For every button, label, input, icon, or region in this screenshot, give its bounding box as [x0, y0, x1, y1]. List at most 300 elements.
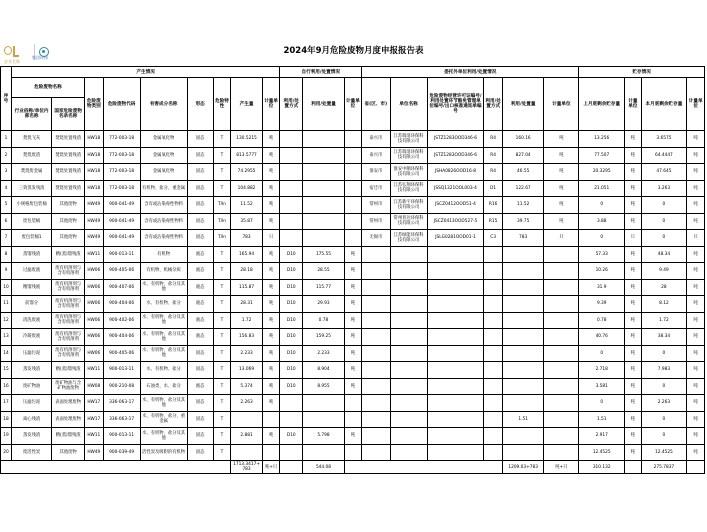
cell-produce-qty: 783	[231, 230, 263, 247]
cell-entrust-unit	[544, 296, 579, 313]
cell-property: T	[213, 263, 230, 280]
cell-produce-unit: 吨	[262, 147, 279, 164]
cell-entrust-unit	[544, 444, 579, 461]
cell-form: 固态	[187, 345, 213, 362]
header-entrust-method: 利用/处置方式	[484, 78, 503, 131]
cell-national-name: 废有机溶剂与含有机溶剂	[52, 263, 85, 280]
cell-harmful: 含有或沾染毒性物料	[140, 213, 187, 230]
cell-province	[362, 263, 390, 280]
cell-self-method	[280, 230, 303, 247]
header-harmful: 有害成分名称	[140, 78, 187, 131]
cell-industry-name: 压滤污泥	[11, 345, 51, 362]
cell-industry-name: 废活性炭	[11, 444, 51, 461]
cell-province: 无锡市	[362, 230, 390, 247]
cell-company	[390, 395, 427, 412]
cell-category: HW18	[85, 147, 104, 164]
table-row	[1, 345, 705, 362]
cell-self-unit	[344, 444, 361, 461]
cell-prev-unit: 吨	[625, 197, 641, 214]
report-title: 2024年9月危险废物月度申报报告表	[283, 46, 424, 56]
cell-property: T	[213, 147, 230, 164]
cell-prev-unit: 吨	[625, 180, 641, 197]
cell-seq: 2	[1, 147, 12, 164]
cell-prev-stock: 57.33	[579, 246, 625, 263]
cell-license	[427, 296, 484, 313]
cell-industry-name: 焚烧飞灰	[11, 131, 51, 148]
cell-self-unit: 吨	[344, 428, 361, 445]
cell-code: 336-063-17	[103, 395, 140, 412]
cell-entrust-unit: 吨	[544, 197, 579, 214]
cell-produce-unit	[262, 411, 279, 428]
cell-entrust-unit	[544, 246, 579, 263]
cell-entrust-qty	[502, 362, 543, 379]
cell-seq: 20	[1, 444, 12, 461]
cell-national-name: 焚烧处置残渣	[52, 180, 85, 197]
cell-property: T	[213, 345, 230, 362]
cell-self-unit	[344, 230, 361, 247]
cell-entrust-qty	[502, 263, 543, 280]
cell-prev-unit: 吨	[625, 279, 641, 296]
cell-produce-qty: 5.374	[231, 378, 263, 395]
cell-entrust-unit	[544, 428, 579, 445]
cell-national-name: 废有机溶剂与含有机溶剂	[52, 345, 85, 362]
cell-entrust-method	[484, 395, 503, 412]
cell-self-method	[280, 395, 303, 412]
cell-license: JSHA0826OOD16-8	[427, 164, 484, 181]
cell-industry-name: 过滤废液	[11, 263, 51, 280]
cell-property: T	[213, 411, 230, 428]
cell-form: 液态	[187, 329, 213, 346]
header-self-method: 利用/处置方式	[280, 78, 303, 131]
header-self-qty: 利用/处置量	[303, 78, 344, 131]
cell-entrust-method	[484, 263, 503, 280]
cell-produce-qty	[231, 411, 263, 428]
cell-self-method: D10	[280, 279, 303, 296]
cell-harmful: 水、有机物、盐分及其他	[140, 428, 187, 445]
cell-this-stock: 47.645	[641, 164, 687, 181]
cell-seq: 18	[1, 411, 12, 428]
cell-prev-unit: 吨	[625, 164, 641, 181]
cell-industry-name: 小规格废包装桶	[11, 197, 51, 214]
cell-code: 900-210-08	[103, 378, 140, 395]
cell-self-qty	[303, 147, 344, 164]
cell-produce-unit: 只	[262, 230, 279, 247]
cell-this-stock: 64.4447	[641, 147, 687, 164]
cell-this-unit: 吨	[687, 147, 705, 164]
cell-industry-name: 三效蒸发残渣	[11, 180, 51, 197]
cell-prev-unit: 吨	[625, 411, 641, 428]
cell-this-unit: 吨	[687, 444, 705, 461]
cell-company: 江苏瑞清环保科技有限公司	[390, 147, 427, 164]
cell-entrust-unit	[544, 395, 579, 412]
cell-produce-unit: 吨	[262, 180, 279, 197]
cell-form: 固态	[187, 147, 213, 164]
cell-entrust-qty	[502, 444, 543, 461]
cell-self-method: D10	[280, 263, 303, 280]
cell-category: HW49	[85, 230, 104, 247]
header-seq: 序号	[1, 67, 12, 131]
cell-self-qty: 2.233	[303, 345, 344, 362]
cell-this-unit: 吨	[687, 131, 705, 148]
cell-self-method: D10	[280, 246, 303, 263]
cell-code: 900-013-11	[103, 428, 140, 445]
cell-seq: 13	[1, 329, 12, 346]
cell-entrust-unit	[544, 312, 579, 329]
cell-harmful: 有机物	[140, 246, 187, 263]
cell-prev-stock: 1.51	[579, 411, 625, 428]
total-self-qty: 544.08	[303, 461, 344, 474]
cell-entrust-unit	[544, 362, 579, 379]
header-self-unit: 计量单位	[344, 78, 361, 131]
cell-harmful: 水、有机物、盐分	[140, 362, 187, 379]
cell-self-method: D10	[280, 362, 303, 379]
cell-prev-stock: 9.39	[579, 296, 625, 313]
cell-seq: 4	[1, 180, 12, 197]
cell-property: T	[213, 296, 230, 313]
cell-seq: 5	[1, 197, 12, 214]
cell-entrust-unit	[544, 411, 579, 428]
header-entrust-qty: 利用/处置量	[502, 78, 543, 131]
cell-category: HW06	[85, 296, 104, 313]
waste-report-table	[0, 66, 705, 474]
table-row	[1, 230, 705, 247]
header-national-name: 国家危险废物名录名称	[52, 98, 85, 131]
cell-category: HW06	[85, 329, 104, 346]
cell-code: 900-404-06	[103, 296, 140, 313]
cell-category: HW17	[85, 411, 104, 428]
cell-company: 江苏绿能环保科技有限公司	[390, 230, 427, 247]
cell-industry-name: 离心残渣	[11, 411, 51, 428]
cell-self-qty	[303, 180, 344, 197]
cell-harmful: 金属氧化物	[140, 131, 187, 148]
table-row	[1, 197, 705, 214]
table-row	[1, 296, 705, 313]
cell-category: HW17	[85, 395, 104, 412]
cell-industry-name: 焚烧废金属	[11, 164, 51, 181]
table-row	[1, 213, 705, 230]
cell-license	[427, 362, 484, 379]
cell-this-stock: 8.12	[641, 296, 687, 313]
cell-license: JSTZ1283OOD346-6	[427, 147, 484, 164]
cell-prev-unit: 吨	[625, 395, 641, 412]
cell-this-stock: 12.4525	[641, 444, 687, 461]
cell-this-stock: 0	[641, 345, 687, 362]
cell-entrust-method: R4	[484, 164, 503, 181]
cell-prev-stock: 40.76	[579, 329, 625, 346]
cell-province	[362, 279, 390, 296]
cell-harmful: 水、有机物、盐分及其他	[140, 395, 187, 412]
cell-harmful: 含有或沾染毒性物料	[140, 230, 187, 247]
cell-entrust-method: C3	[484, 230, 503, 247]
cell-industry-name: 精馏残液	[11, 279, 51, 296]
cell-entrust-method	[484, 329, 503, 346]
cell-code: 772-003-18	[103, 180, 140, 197]
cell-category: HW06	[85, 345, 104, 362]
cell-self-method: D10	[280, 428, 303, 445]
cell-harmful: 金属氧化物	[140, 164, 187, 181]
total-this-stock: 275.7837	[641, 461, 687, 474]
cell-produce-qty: 2.263	[231, 395, 263, 412]
header-prev-stock: 上月底剩余贮存量	[579, 78, 625, 131]
cell-self-qty: 29.93	[303, 296, 344, 313]
cell-harmful: 水、有机物、盐分及其他	[140, 312, 187, 329]
cell-license: JSCZ0413OOD527-5	[427, 213, 484, 230]
cell-this-unit: 吨	[687, 246, 705, 263]
cell-self-qty	[303, 164, 344, 181]
cell-prev-unit: 吨	[625, 378, 641, 395]
cell-entrust-method	[484, 411, 503, 428]
cell-property: T	[213, 279, 230, 296]
cell-code: 336-063-17	[103, 411, 140, 428]
cell-entrust-qty: 46.55	[502, 164, 543, 181]
cell-this-unit: 吨	[687, 312, 705, 329]
cell-company	[390, 411, 427, 428]
cell-entrust-method: R4	[484, 147, 503, 164]
cell-province	[362, 296, 390, 313]
cell-national-name: 废有机溶剂与含有机溶剂	[52, 296, 85, 313]
cell-this-unit: 吨	[687, 329, 705, 346]
cell-this-stock: 0	[641, 428, 687, 445]
cell-self-method	[280, 164, 303, 181]
table-row	[1, 428, 705, 445]
header-self-group: 自行利用/处置情况	[280, 67, 362, 78]
cell-entrust-unit: 吨	[544, 131, 579, 148]
cell-code: 900-041-49	[103, 230, 140, 247]
cell-entrust-method: D1	[484, 180, 503, 197]
cell-license	[427, 444, 484, 461]
cell-produce-qty: 165.94	[231, 246, 263, 263]
cell-self-qty	[303, 444, 344, 461]
header-prev-unit: 计量单位	[625, 78, 641, 131]
cell-province	[362, 345, 390, 362]
cell-license	[427, 345, 484, 362]
cell-code: 900-041-49	[103, 213, 140, 230]
cell-code: 772-003-18	[103, 164, 140, 181]
cell-code: 900-039-49	[103, 444, 140, 461]
cell-company	[390, 279, 427, 296]
cell-license	[427, 395, 484, 412]
cell-prev-unit: 吨	[625, 246, 641, 263]
cell-entrust-unit: 只	[544, 230, 579, 247]
cell-category: HW11	[85, 428, 104, 445]
cell-category: HW11	[85, 246, 104, 263]
cell-self-qty: 8.904	[303, 362, 344, 379]
cell-prev-stock: 2.718	[579, 362, 625, 379]
cell-entrust-qty	[502, 246, 543, 263]
cell-category: HW18	[85, 164, 104, 181]
cell-self-unit	[344, 197, 361, 214]
cell-company	[390, 444, 427, 461]
cell-industry-name: 废包装桶	[11, 213, 51, 230]
table-row	[1, 395, 705, 412]
cell-company: 江苏瑞清环保科技有限公司	[390, 131, 427, 148]
cell-code: 900-404-06	[103, 329, 140, 346]
cell-entrust-qty	[502, 428, 543, 445]
cell-form: 固态	[187, 230, 213, 247]
cell-form: 液态	[187, 312, 213, 329]
cell-seq: 1	[1, 131, 12, 148]
cell-property: T	[213, 329, 230, 346]
cell-self-method	[280, 180, 303, 197]
cell-national-name: 焚烧处置残渣	[52, 147, 85, 164]
cell-produce-unit: 吨	[262, 395, 279, 412]
cell-entrust-method: R4	[484, 131, 503, 148]
header-storage-group: 贮存情况	[579, 67, 705, 78]
cell-this-unit: 吨	[687, 395, 705, 412]
total-entrust-unit: 吨+只	[544, 461, 579, 474]
cell-self-unit: 吨	[344, 312, 361, 329]
cell-prev-stock: 12.4525	[579, 444, 625, 461]
cell-self-unit	[344, 213, 361, 230]
cell-province: 泰兴市	[362, 131, 390, 148]
header-entrust-unit: 计量单位	[544, 78, 579, 131]
cell-national-name: 其他废物	[52, 197, 85, 214]
cell-property: T/In	[213, 213, 230, 230]
cell-license	[427, 246, 484, 263]
cell-license	[427, 378, 484, 395]
cell-entrust-method: R15	[484, 213, 503, 230]
cell-produce-unit: 吨	[262, 279, 279, 296]
cell-self-unit	[344, 411, 361, 428]
cell-license: JSTZ1283OOD346-6	[427, 131, 484, 148]
cell-industry-name: 压滤污泥	[11, 395, 51, 412]
cell-self-qty: 175.55	[303, 246, 344, 263]
cell-harmful: 水、有机物、盐分及其他	[140, 279, 187, 296]
cell-self-qty: 0.78	[303, 312, 344, 329]
cell-produce-unit: 吨	[262, 296, 279, 313]
cell-self-method: D10	[280, 378, 303, 395]
table-row	[1, 180, 705, 197]
table-row	[1, 147, 705, 164]
totals-spacer-2	[344, 461, 502, 474]
cell-province	[362, 329, 390, 346]
cell-industry-name: 废矿物油	[11, 378, 51, 395]
cell-prev-stock: 0	[579, 345, 625, 362]
cell-seq: 14	[1, 345, 12, 362]
cell-entrust-unit: 吨	[544, 180, 579, 197]
cell-prev-unit: 吨	[625, 213, 641, 230]
cell-this-stock: 7.983	[641, 362, 687, 379]
table-row	[1, 362, 705, 379]
cell-prev-stock: 20.3295	[579, 164, 625, 181]
cell-code: 900-013-11	[103, 246, 140, 263]
cell-self-unit	[344, 395, 361, 412]
cell-form: 固态	[187, 395, 213, 412]
cell-prev-unit: 吨	[625, 428, 641, 445]
cell-form: 固态	[187, 180, 213, 197]
cell-form: 固态	[187, 213, 213, 230]
cell-company	[390, 263, 427, 280]
cell-this-stock: 0	[641, 197, 687, 214]
cell-self-qty: 8.955	[303, 378, 344, 395]
cell-form: 固态	[187, 131, 213, 148]
cell-entrust-method: R16	[484, 197, 503, 214]
cell-company: 常州普达环保科技有限公司	[390, 213, 427, 230]
cell-entrust-method	[484, 296, 503, 313]
cell-entrust-qty: 122.67	[502, 180, 543, 197]
cell-produce-qty: 156.83	[231, 329, 263, 346]
cell-license: JSCZ0412OOD51-4	[427, 197, 484, 214]
header-company: 单位名称	[390, 78, 427, 131]
cell-province	[362, 378, 390, 395]
cell-province	[362, 312, 390, 329]
cell-prev-stock: 3.581	[579, 378, 625, 395]
cell-entrust-qty	[502, 395, 543, 412]
cell-entrust-qty: 827.04	[502, 147, 543, 164]
cell-self-method	[280, 197, 303, 214]
cell-harmful: 有机物、机械杂质	[140, 263, 187, 280]
cell-category: HW08	[85, 378, 104, 395]
cell-category: HW49	[85, 213, 104, 230]
cell-entrust-unit	[544, 279, 579, 296]
group-sub-text: 集团环保	[32, 55, 48, 60]
cell-this-unit: 吨	[687, 180, 705, 197]
table-row	[1, 164, 705, 181]
cell-this-stock: 3.263	[641, 180, 687, 197]
cell-prev-stock: 0	[579, 230, 625, 247]
cell-harmful: 水、有机物、盐分	[140, 296, 187, 313]
cell-prev-unit: 吨	[625, 345, 641, 362]
cell-category: HW49	[85, 197, 104, 214]
header-form: 形态	[187, 78, 213, 131]
cell-company	[390, 246, 427, 263]
cell-prev-unit: 吨	[625, 329, 641, 346]
cell-national-name: 精(蒸)馏残渣	[52, 428, 85, 445]
cell-entrust-qty: 783	[502, 230, 543, 247]
total-self-method	[280, 461, 303, 474]
cell-entrust-qty: 11.52	[502, 197, 543, 214]
cell-harmful: 石油类、水、盐分	[140, 378, 187, 395]
cell-self-qty	[303, 395, 344, 412]
cell-this-stock: 3.6575	[641, 131, 687, 148]
header-produce-qty: 产生量	[231, 78, 263, 131]
cell-self-qty	[303, 197, 344, 214]
cell-national-name: 废有机溶剂与含有机溶剂	[52, 312, 85, 329]
cell-province	[362, 395, 390, 412]
cell-entrust-unit	[544, 329, 579, 346]
cell-entrust-qty	[502, 345, 543, 362]
cell-entrust-method	[484, 428, 503, 445]
cell-industry-name: 冷凝废液	[11, 329, 51, 346]
cell-seq: 6	[1, 213, 12, 230]
cell-self-unit	[344, 164, 361, 181]
cell-form: 固态	[187, 444, 213, 461]
cell-industry-name: 蒸馏残渣	[11, 246, 51, 263]
cell-self-qty: 115.77	[303, 279, 344, 296]
total-prev-unit	[625, 461, 641, 474]
cell-produce-unit: 吨	[262, 345, 279, 362]
cell-self-method	[280, 147, 303, 164]
cell-prev-stock: 31.9	[579, 279, 625, 296]
cell-self-unit	[344, 131, 361, 148]
cell-entrust-method	[484, 345, 503, 362]
cell-national-name: 精(蒸)馏残渣	[52, 246, 85, 263]
cell-produce-qty: 813.5777	[231, 147, 263, 164]
cell-prev-stock: 21.051	[579, 180, 625, 197]
cell-seq: 19	[1, 428, 12, 445]
cell-self-qty: 159.25	[303, 329, 344, 346]
cell-category: HW49	[85, 444, 104, 461]
cell-produce-unit: 吨	[262, 213, 279, 230]
cell-seq: 12	[1, 312, 12, 329]
cell-prev-unit: 吨	[625, 147, 641, 164]
cell-company: 淮安中顺环保科技有限公司	[390, 164, 427, 181]
table-row	[1, 329, 705, 346]
cell-entrust-unit: 吨	[544, 164, 579, 181]
table-row	[1, 378, 705, 395]
cell-prev-unit: 吨	[625, 444, 641, 461]
cell-self-qty	[303, 411, 344, 428]
